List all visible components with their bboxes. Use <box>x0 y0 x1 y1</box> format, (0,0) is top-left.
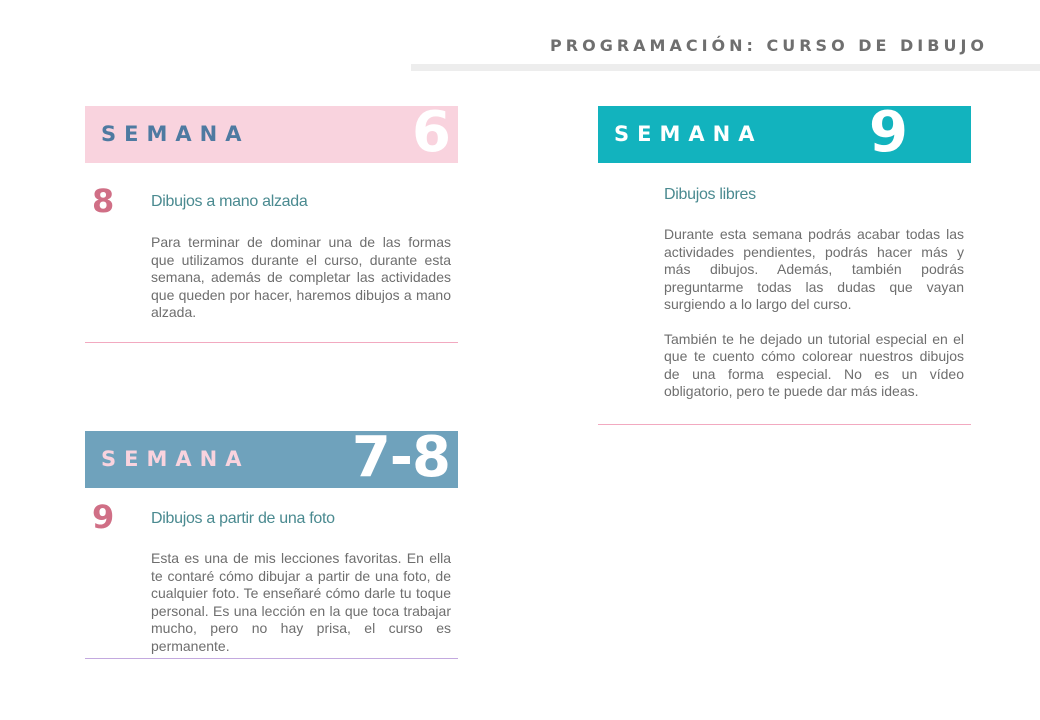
lesson-title: Dibujos a partir de una foto <box>151 510 335 527</box>
week-label: SEMANA <box>101 122 250 146</box>
week-number: 6 <box>412 106 450 163</box>
lesson-paragraph: También te he dejado un tutorial especial en el que te cuento cómo colorear nuestros dibujos de una forma especial. No es un vídeo obligatorio, pero te puede dar más ideas. <box>664 330 964 399</box>
lesson-title: Dibujos libres <box>664 186 756 203</box>
week-7-8-banner <box>85 431 458 488</box>
lesson-paragraph: Para terminar de dominar una de las formas que utilizamos durante el curso, durante esta semana, además de completar las actividades que queden por hacer, haremos dibujos a mano alzada. <box>151 234 451 320</box>
header-rule <box>411 64 1040 71</box>
section-divider <box>85 658 458 659</box>
week-9-banner <box>598 106 971 163</box>
lesson-paragraph: Durante esta semana podrás acabar todas las actividades pendientes, podrás hacer más y más dibujos. Además, también podrás preguntarme todas las dudas que vayan surgiendo a lo largo del curso. <box>664 226 964 312</box>
lesson-description <box>151 550 451 655</box>
lesson-paragraph: Esta es una de mis lecciones favoritas. En ella te contaré cómo dibujar a partir de una foto, de cualquier foto. Te enseñaré cómo darle tu toque personal. Es una lección en la que toca trabajar mucho, pero no hay prisa, el curso es permanente. <box>151 550 451 654</box>
week-label: SEMANA <box>101 447 250 471</box>
week-label: SEMANA <box>614 122 763 146</box>
week-number: 7-8 <box>351 431 450 488</box>
section-divider <box>598 424 971 425</box>
page-title: PROGRAMACIÓN: CURSO DE DIBUJO <box>550 36 988 55</box>
lesson-title: Dibujos a mano alzada <box>151 193 308 210</box>
week-6-banner <box>85 106 458 163</box>
week-number: 9 <box>869 106 907 163</box>
section-divider <box>85 342 458 343</box>
lesson-number: 9 <box>92 498 115 536</box>
lesson-description <box>664 226 964 401</box>
lesson-number: 8 <box>92 182 115 220</box>
lesson-description <box>151 234 451 322</box>
